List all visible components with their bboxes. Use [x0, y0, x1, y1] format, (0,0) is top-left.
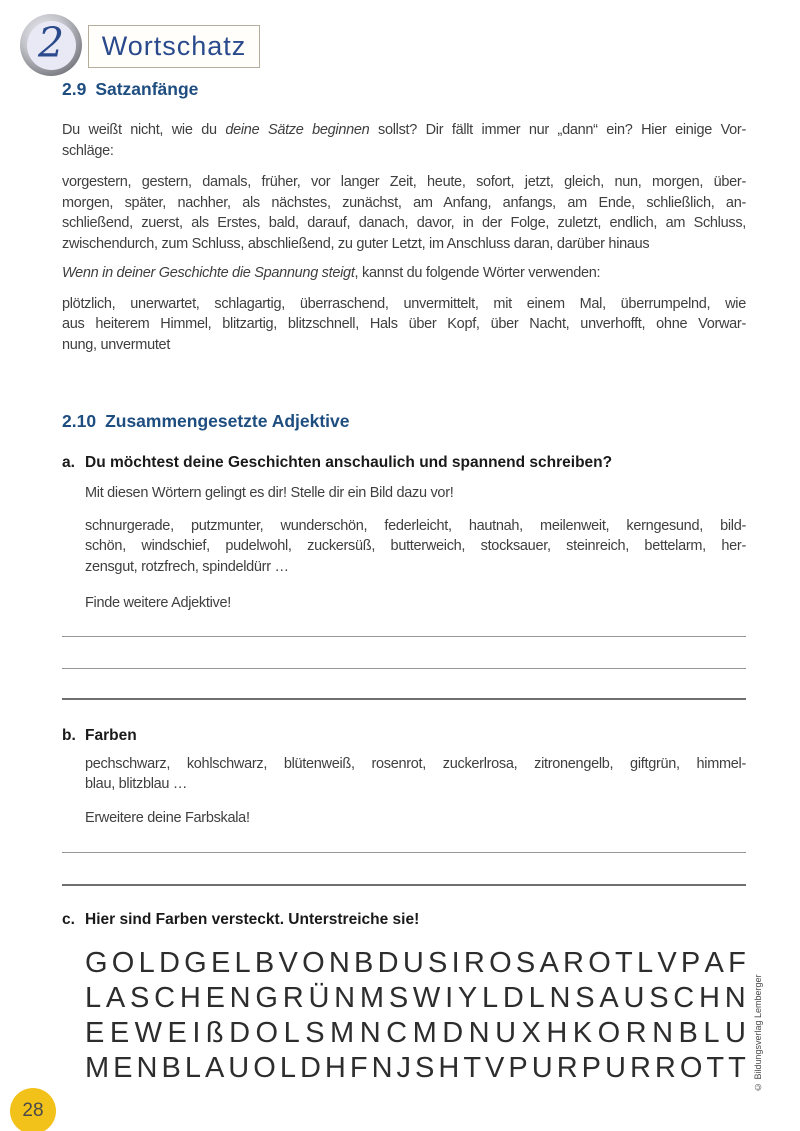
- grid-letter: U: [604, 1052, 626, 1084]
- grid-letter: M: [359, 982, 385, 1014]
- suspense-sentence: [62, 263, 746, 284]
- section-title: Satzanfänge: [95, 79, 199, 99]
- grid-letter: N: [468, 1017, 490, 1049]
- chapter-title: Wortschatz: [101, 31, 247, 61]
- paragraph-line: schläge:: [62, 142, 114, 159]
- grid-letter: U: [402, 947, 424, 979]
- subsection-a-title: Du möchtest deine Geschichten anschaulich und spannend schreiben?: [85, 454, 613, 471]
- paragraph-line: nung, unvermutet: [62, 336, 171, 353]
- grid-letter: L: [138, 947, 155, 979]
- grid-letter: S: [515, 947, 536, 979]
- grid-letter: L: [184, 1052, 201, 1084]
- chapter-number: 2: [37, 18, 65, 67]
- grid-letter: S: [305, 1017, 325, 1049]
- grid-letter: ß: [205, 1017, 224, 1049]
- grid-letter: O: [253, 1052, 276, 1084]
- paragraph-line: zensgut, rotzfrech, spindeldürr …: [85, 558, 289, 575]
- subsection-c-heading: [62, 909, 746, 930]
- subsection-b-prompt: Erweitere deine Farbskala!: [85, 809, 250, 826]
- grid-letter: E: [85, 1017, 105, 1049]
- grid-letter: L: [85, 982, 102, 1014]
- subsection-a-heading: [62, 452, 746, 473]
- grid-letter: S: [388, 982, 409, 1014]
- writing-line: [62, 852, 746, 853]
- section-number: 2.10: [62, 411, 97, 431]
- grid-letter: R: [625, 1017, 647, 1049]
- grid-letter: O: [302, 947, 325, 979]
- section-title: Zusammengesetzte Adjektive: [105, 411, 350, 431]
- grid-letter: N: [359, 1017, 381, 1049]
- grid-letter: S: [575, 982, 595, 1014]
- page-number-badge: [10, 1088, 56, 1131]
- paragraph-line: Du weißt nicht, wie du deine Sätze beginnen sollst? Dir fällt immer nur „dann“ ein? Hier einige Vor-: [62, 122, 746, 138]
- grid-letter: U: [725, 1017, 746, 1049]
- copyright-text: © Bildungsverlag Lemberger: [753, 974, 763, 1092]
- grid-letter: O: [679, 1052, 703, 1084]
- grid-letter: N: [724, 982, 746, 1014]
- grid-letter: I: [192, 1017, 201, 1049]
- grid-letter: E: [205, 982, 225, 1014]
- subsection-a-prompt: Finde weitere Adjektive!: [85, 595, 231, 611]
- grid-letter: G: [255, 982, 278, 1014]
- paragraph-line: Wenn in deiner Geschichte die Spannung steigt, kannst du folgende Wörter verwenden:: [62, 265, 601, 281]
- word-list-time: [62, 172, 746, 254]
- grid-letter: P: [581, 1052, 601, 1084]
- grid-letter: F: [728, 947, 746, 979]
- grid-letter: I: [451, 947, 460, 979]
- grid-letter: B: [678, 1017, 698, 1049]
- writing-line: [62, 698, 746, 700]
- grid-letter: L: [482, 982, 499, 1014]
- paragraph-line: pechschwarz, kohlschwarz, blütenweiß, rosenrot, zuckerlrosa, zitronengelb, giftgrün, himmel-: [85, 755, 746, 772]
- grid-letter: O: [597, 1017, 621, 1049]
- grid-letter: S: [428, 947, 448, 979]
- grid-letter: D: [442, 1017, 464, 1049]
- grid-letter: A: [599, 982, 619, 1014]
- grid-letter: B: [254, 947, 275, 979]
- subsection-c-title: Hier sind Farben versteckt. Unterstreiche sie!: [85, 911, 420, 928]
- grid-letter: L: [234, 947, 251, 979]
- grid-letter: U: [623, 982, 645, 1014]
- grid-letter: O: [489, 947, 512, 979]
- grid-letter: L: [283, 1017, 300, 1049]
- subsection-a-intro: Mit diesen Wörtern gelingt es dir! Stelle dir ein Bild dazu vor!: [85, 485, 454, 501]
- word-list-colors: [62, 754, 746, 795]
- letter-grid-row: [85, 1016, 746, 1051]
- grid-letter: M: [412, 1017, 437, 1049]
- grid-letter: R: [629, 1052, 651, 1084]
- page-number: 28: [22, 1100, 44, 1121]
- paragraph-line: plötzlich, unerwartet, schlagartig, überraschend, unvermittelt, mit einem Mal, überrumpelnd, wie: [62, 295, 746, 312]
- grid-letter: F: [349, 1052, 368, 1084]
- grid-letter: A: [204, 1052, 225, 1084]
- grid-letter: N: [229, 982, 251, 1014]
- grid-letter: C: [154, 982, 176, 1014]
- paragraph-line: morgen, später, nachher, als nächstes, zunächst, am Anfang, anfangs, am Ende, schließlich, an-: [62, 194, 746, 211]
- page-content: [62, 0, 746, 1086]
- subsection-b-label: b.: [62, 726, 76, 744]
- grid-letter: A: [539, 947, 559, 979]
- word-list-adjectives: [62, 516, 746, 578]
- letter-grid: [62, 946, 746, 1086]
- paragraph-line: aus heiterem Himmel, blitzartig, blitzschnell, Hals über Kopf, über Nacht, unverhofft, ohne Vorwar-: [62, 316, 746, 332]
- grid-letter: S: [649, 982, 669, 1014]
- grid-letter: N: [652, 1017, 674, 1049]
- grid-letter: U: [495, 1017, 517, 1049]
- section-heading-2-10: [62, 410, 746, 432]
- grid-letter: U: [228, 1052, 250, 1084]
- grid-letter: I: [445, 982, 454, 1014]
- grid-letter: J: [396, 1052, 412, 1084]
- grid-letter: C: [386, 1017, 408, 1049]
- grid-letter: B: [161, 1052, 181, 1084]
- grid-letter: V: [657, 947, 677, 979]
- grid-letter: H: [179, 982, 201, 1014]
- grid-letter: T: [463, 1052, 482, 1084]
- grid-letter: L: [636, 947, 654, 979]
- grid-letter: N: [328, 947, 350, 979]
- grid-letter: W: [412, 982, 441, 1014]
- grid-letter: H: [546, 1017, 568, 1049]
- subsection-c-label: c.: [62, 911, 75, 928]
- grid-letter: O: [111, 947, 135, 979]
- grid-letter: L: [528, 982, 545, 1014]
- paragraph-line: schließend, zuerst, als Erstes, bald, darauf, danach, davor, in der Folge, zuletzt, endlich, am Schluss,: [62, 215, 746, 231]
- grid-letter: M: [330, 1017, 355, 1049]
- grid-letter: H: [438, 1052, 460, 1084]
- letter-grid-row: [85, 1051, 746, 1086]
- grid-letter: P: [680, 947, 701, 979]
- subsection-a-label: a.: [62, 454, 75, 471]
- grid-letter: G: [184, 947, 207, 979]
- grid-letter: S: [415, 1052, 435, 1084]
- paragraph-line: schön, windschief, pudelwohl, zuckersüß, butterweich, stocksauer, steinreich, bettelarm, her-: [85, 538, 746, 554]
- grid-letter: O: [255, 1017, 279, 1049]
- writing-line: [62, 668, 746, 669]
- grid-letter: H: [324, 1052, 346, 1084]
- grid-letter: R: [654, 1052, 676, 1084]
- paragraph-line: schnurgerade, putzmunter, wunderschön, federleicht, hautnah, meilenweit, kerngesund, bild-: [85, 517, 746, 534]
- section-heading-2-9: [62, 78, 746, 100]
- subsection-b-title: Farben: [85, 726, 137, 744]
- writing-line: [62, 884, 746, 886]
- grid-letter: D: [377, 947, 399, 979]
- grid-letter: T: [728, 1052, 746, 1084]
- grid-letter: Ü: [308, 982, 330, 1014]
- paragraph-line: zwischendurch, zum Schluss, abschließend, zu guter Letzt, im Anschluss daran, darüber hinaus: [62, 235, 650, 252]
- grid-letter: L: [279, 1052, 296, 1084]
- grid-letter: N: [549, 982, 571, 1014]
- grid-letter: R: [463, 947, 485, 979]
- grid-letter: V: [278, 947, 298, 979]
- grid-letter: A: [105, 982, 126, 1014]
- grid-letter: D: [502, 982, 524, 1014]
- grid-letter: E: [109, 1017, 130, 1049]
- grid-letter: V: [485, 1052, 505, 1084]
- grid-letter: N: [136, 1052, 158, 1084]
- paragraph-line: vorgestern, gestern, damals, früher, vor langer Zeit, heute, sofort, jetzt, gleich, nun, morgen, über-: [62, 174, 746, 190]
- grid-letter: B: [354, 947, 374, 979]
- grid-letter: X: [521, 1017, 541, 1049]
- grid-letter: R: [556, 1052, 578, 1084]
- subsection-b-heading: [62, 725, 746, 746]
- grid-letter: T: [615, 947, 633, 979]
- grid-letter: E: [113, 1052, 133, 1084]
- grid-letter: H: [699, 982, 720, 1014]
- grid-letter: C: [673, 982, 695, 1014]
- grid-letter: D: [158, 947, 180, 979]
- grid-letter: N: [371, 1052, 393, 1084]
- word-list-suspense: [62, 294, 746, 356]
- paragraph-line: blau, blitzblau …: [85, 776, 188, 792]
- grid-letter: U: [531, 1052, 553, 1084]
- grid-letter: G: [85, 947, 108, 979]
- grid-letter: K: [572, 1017, 593, 1049]
- intro-paragraph: [62, 120, 746, 161]
- section-number: 2.9: [62, 79, 87, 99]
- grid-letter: L: [703, 1017, 720, 1049]
- letter-grid-row: [85, 946, 746, 981]
- grid-letter: E: [210, 947, 231, 979]
- grid-letter: D: [229, 1017, 251, 1049]
- grid-letter: S: [130, 982, 150, 1014]
- letter-grid-row: [85, 981, 746, 1016]
- grid-letter: T: [706, 1052, 725, 1084]
- grid-letter: D: [299, 1052, 321, 1084]
- grid-letter: M: [85, 1052, 110, 1084]
- grid-letter: A: [704, 947, 724, 979]
- grid-letter: W: [134, 1017, 163, 1049]
- grid-letter: N: [334, 982, 356, 1014]
- grid-letter: R: [563, 947, 584, 979]
- grid-letter: O: [588, 947, 611, 979]
- grid-letter: R: [282, 982, 304, 1014]
- grid-letter: P: [508, 1052, 528, 1084]
- grid-letter: E: [167, 1017, 187, 1049]
- writing-line: [62, 636, 746, 637]
- grid-letter: Y: [457, 982, 478, 1014]
